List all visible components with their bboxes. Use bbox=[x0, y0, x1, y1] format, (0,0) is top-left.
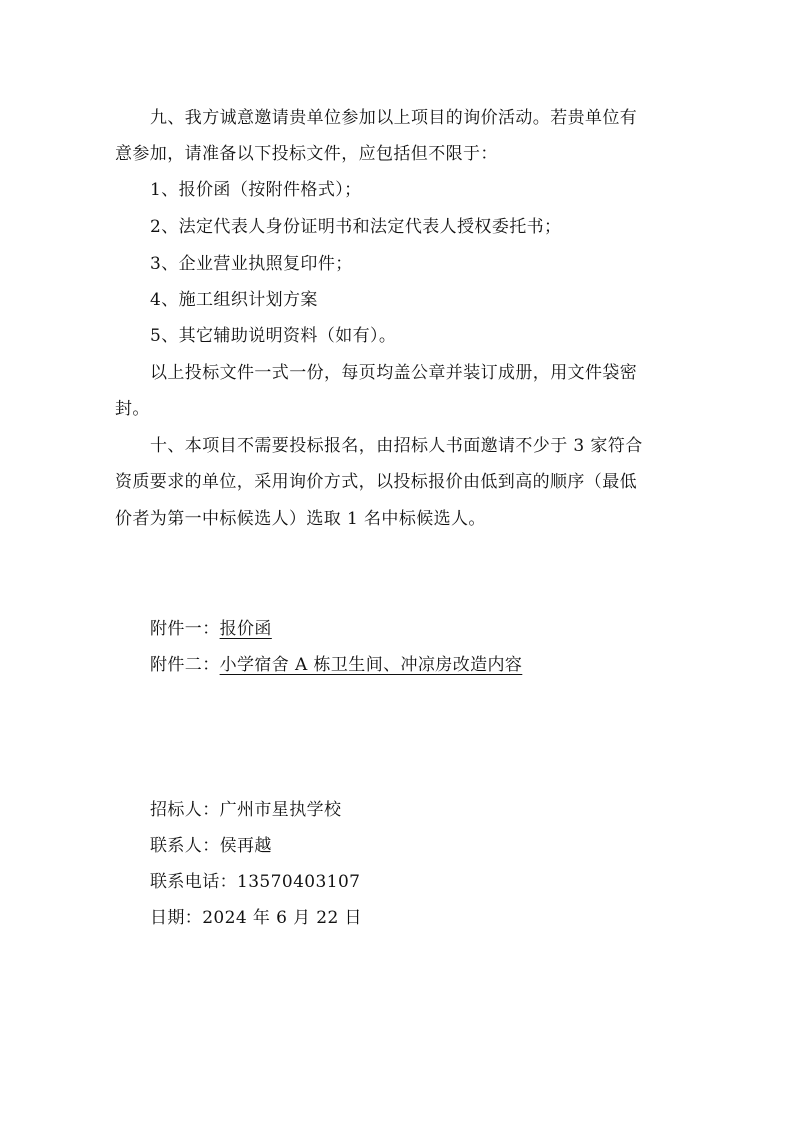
attachment-2-link[interactable]: 小学宿舍 A 栋卫生间、冲凉房改造内容 bbox=[219, 655, 523, 675]
attachment-2-label: 附件二： bbox=[150, 655, 220, 675]
attachment-1-link[interactable]: 报价函 bbox=[219, 619, 272, 639]
seal-note-line-2: 封。 bbox=[115, 399, 150, 419]
date-line: 日期：2024 年 6 月 22 日 bbox=[150, 908, 362, 928]
attachment-1-label: 附件一： bbox=[150, 619, 220, 639]
section-10-line-3: 价者为第一中标候选人）选取 1 名中标候选人。 bbox=[115, 509, 486, 529]
section-9-line-1: 九、我方诚意邀请贵单位参加以上项目的询价活动。若贵单位有 bbox=[150, 108, 638, 128]
attachment-2 bbox=[150, 647, 522, 683]
requirement-item-5: 5、其它辅助说明资料（如有）。 bbox=[150, 326, 397, 346]
section-10-line-2: 资质要求的单位，采用询价方式，以投标报价由低到高的顺序（最低 bbox=[115, 472, 637, 492]
contact-person-line: 联系人：侯再越 bbox=[150, 836, 272, 856]
requirement-item-2: 2、法定代表人身份证明书和法定代表人授权委托书； bbox=[150, 217, 562, 237]
section-9-line-2: 意参加，请准备以下投标文件，应包括但不限于： bbox=[115, 144, 498, 164]
tenderer-line: 招标人：广州市星执学校 bbox=[150, 800, 342, 820]
requirement-item-1: 1、报价函（按附件格式）； bbox=[150, 180, 362, 200]
seal-note-line-1: 以上投标文件一式一份，每页均盖公章并装订成册，用文件袋密 bbox=[150, 363, 638, 383]
requirement-item-4: 4、施工组织计划方案 bbox=[150, 290, 318, 310]
requirement-item-3: 3、企业营业执照复印件； bbox=[150, 254, 353, 274]
attachment-1 bbox=[150, 611, 272, 647]
section-10-line-1: 十、本项目不需要投标报名，由招标人书面邀请不少于 3 家符合 bbox=[150, 436, 643, 456]
contact-phone-line: 联系电话：13570403107 bbox=[150, 872, 361, 892]
